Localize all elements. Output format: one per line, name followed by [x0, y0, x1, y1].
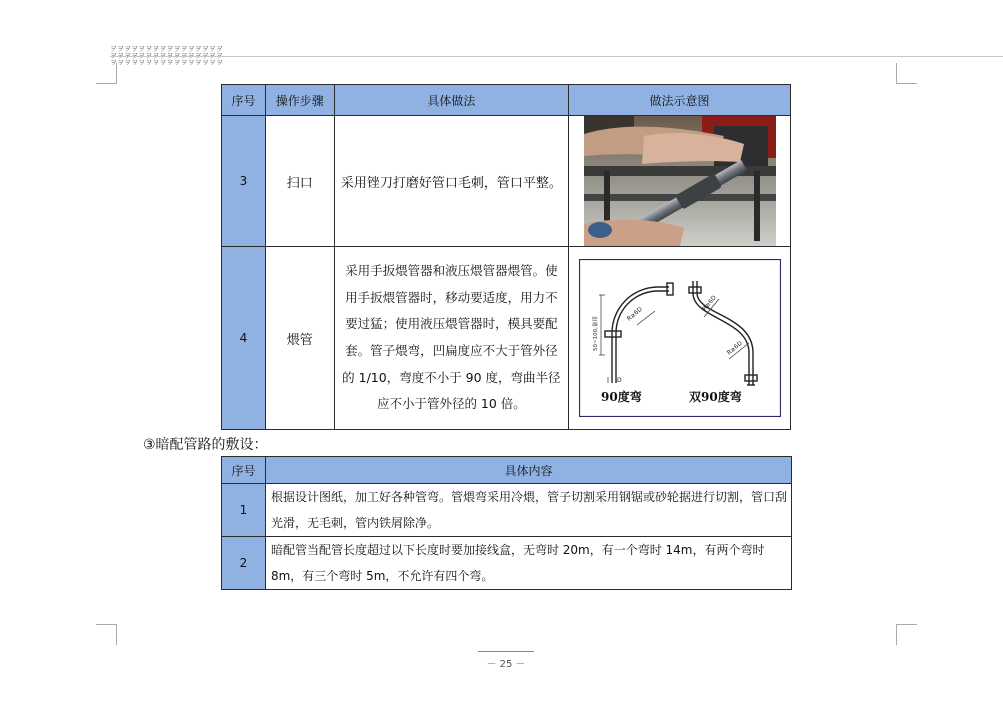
diagram-cell — [569, 247, 791, 430]
procedure-table — [221, 84, 791, 430]
row-number: 4 — [222, 247, 266, 430]
diagram-label-double-90: 双90度弯 — [688, 390, 742, 404]
radius-label-right-bottom: R≥6D — [725, 339, 744, 357]
content-text: 暗配管当配管长度超过以下长度时要加接线盒，无弯时 20m，有一个弯时 14m，有两个弯时 8m，有三个弯时 5m，不允许有四个弯。 — [265, 537, 791, 590]
header-rule — [110, 56, 1003, 57]
header-cell: 操作步骤 — [265, 85, 334, 116]
row-number: 1 — [222, 484, 266, 537]
row-number: 3 — [222, 116, 266, 247]
crop-mark-top-right — [896, 63, 917, 84]
table-header-row — [222, 457, 792, 484]
pipe-bend-diagram — [579, 259, 781, 417]
table-header-row — [222, 85, 791, 116]
method-text: 采用锉刀打磨好管口毛刺，管口平整。 — [334, 116, 568, 247]
header-cell: 具体做法 — [334, 85, 568, 116]
vertical-dimension-label: 50~100,备用 — [592, 316, 599, 351]
svg-text:ヲヲヲヲヲヲヲヲヲヲヲヲヲヲヲヲ: ヲヲヲヲヲヲヲヲヲヲヲヲヲヲヲヲ — [110, 59, 223, 65]
method-text: 采用手扳煨管器和液压煨管器煨管。使用手扳煨管器时，移动要适度，用力不要过猛；使用液压煨管器时，模具要配套。管子煨弯，凹扁度应不大于管外径的 1/10，弯度不小于 90 度，弯曲半径应不小于管外径的 10 倍。 — [334, 247, 568, 430]
table-row — [222, 537, 792, 590]
content-text: 根据设计图纸，加工好各种管弯。管煨弯采用冷煨，管子切割采用钢锯或砂轮据进行切割，管口刮光滑，无毛刺，管内铁屑除净。 — [265, 484, 791, 537]
header-decoration — [110, 45, 225, 69]
page-number: － 25 － — [478, 651, 534, 670]
header-cell: 序号 — [222, 457, 266, 484]
photo-cell — [569, 116, 791, 247]
bottom-mark: D — [616, 377, 622, 384]
svg-text:ヲヲヲヲヲヲヲヲヲヲヲヲヲヲヲヲ: ヲヲヲヲヲヲヲヲヲヲヲヲヲヲヲヲ — [110, 52, 223, 60]
header-cell: 做法示意图 — [569, 85, 791, 116]
table-row — [222, 484, 792, 537]
section-title: ③暗配管路的敷设： — [143, 437, 268, 453]
diagram-label-90: 90度弯 — [600, 390, 642, 404]
crop-mark-top-left — [96, 63, 117, 84]
table-row — [222, 247, 791, 430]
step-name: 煨管 — [265, 247, 334, 430]
svg-text:ヲヲヲヲヲヲヲヲヲヲヲヲヲヲヲヲ: ヲヲヲヲヲヲヲヲヲヲヲヲヲヲヲヲ — [110, 45, 223, 53]
row-number: 2 — [222, 537, 266, 590]
content-table — [221, 456, 792, 590]
step-name: 扫口 — [265, 116, 334, 247]
radius-label-left: R≥6D — [625, 305, 644, 323]
table-row — [222, 116, 791, 247]
crop-mark-bottom-left — [96, 624, 117, 645]
header-cell: 序号 — [222, 85, 266, 116]
header-cell: 具体内容 — [265, 457, 791, 484]
pipe-filing-photo — [584, 116, 776, 246]
crop-mark-bottom-right — [896, 624, 917, 645]
radius-label-right-top: R≥6D — [700, 294, 718, 313]
